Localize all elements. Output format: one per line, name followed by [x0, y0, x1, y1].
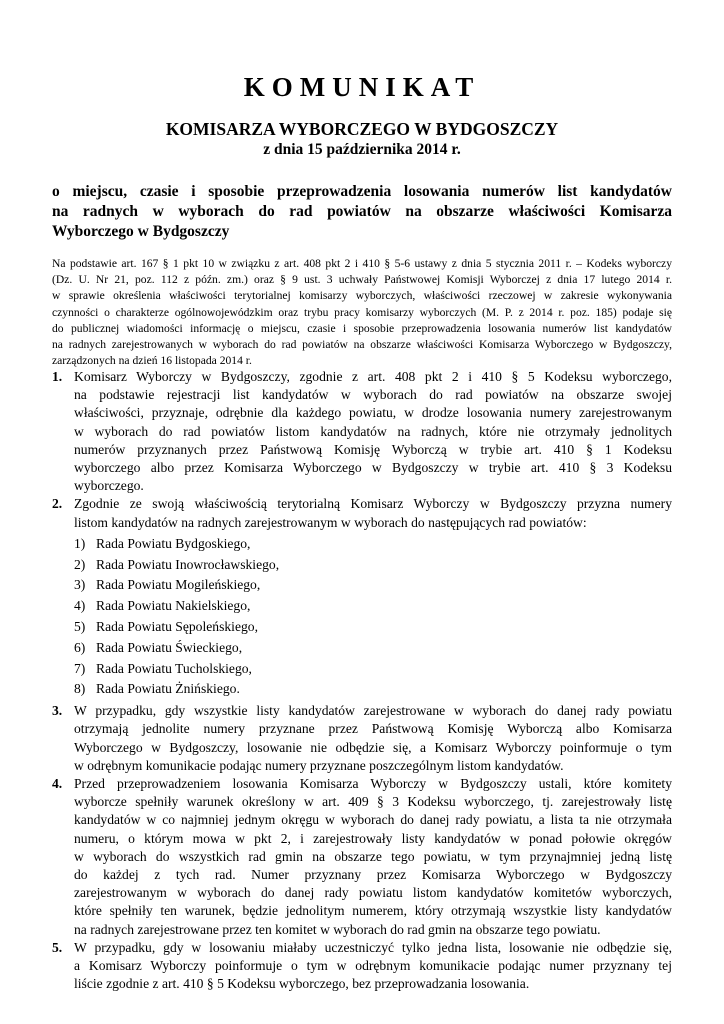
point-4 — [52, 775, 672, 939]
point-2 — [52, 495, 672, 700]
point-line: w odrębnym komunikacie podając numery przyznane poszczególnym listom kandydatów. — [74, 757, 564, 773]
point-number: 1. — [52, 369, 63, 384]
document-title: KOMUNIKAT — [243, 72, 481, 102]
list-item-number: 5) — [74, 619, 86, 635]
document-heading — [52, 182, 672, 242]
council-name: Rada Powiatu Bydgoskiego, — [96, 535, 251, 551]
legal-basis-paragraph — [52, 256, 672, 369]
point-number: 4. — [52, 776, 63, 792]
point-number: 5. — [52, 939, 63, 955]
point-line: numeru, o którym mowa w pkt 2, i zarejestrowały listy kandydatów w ponad połowie okręgów — [74, 830, 672, 846]
point-line: Zgodnie ze swoją właściwością terytorialną Komisarz Wyborczy w Bydgoszczy przyzna numery — [74, 496, 672, 512]
point-line: wyborczego albo przez Komisarza Wyborczego w Bydgoszczy w trybie art. 410 § 3 Kodeksu — [74, 460, 672, 476]
point-line: wyborczego. — [74, 478, 144, 494]
document-date: z dnia 15 października 2014 r. — [263, 141, 461, 158]
point-1 — [52, 368, 672, 495]
point-number: 3. — [52, 703, 63, 719]
list-item-number: 6) — [74, 639, 86, 655]
council-list — [74, 534, 672, 700]
point-line: wyborcze spełniły warunek określony w art. 409 § 3 Kodeksu wyborczego, tj. zarejestrowały listę — [74, 794, 672, 810]
point-line: w wyborach do rad powiatów listom kandydatów na radnych, które nie otrzymały jednolitych — [74, 423, 672, 439]
list-item-number: 2) — [74, 556, 86, 572]
council-list-item — [74, 534, 672, 555]
council-list-item — [74, 617, 672, 638]
council-name: Rada Powiatu Sępoleńskiego, — [96, 619, 258, 635]
point-line: zarejestrowanym w wyborach do danej rady powiatu listom kandydatów komitetów wyborczych, — [74, 885, 672, 901]
list-item-number: 3) — [74, 577, 86, 593]
council-name: Rada Powiatu Tucholskiego, — [96, 660, 252, 676]
point-line: Komisarz Wyborczy w Bydgoszczy, zgodnie z art. 408 pkt 2 i 410 § 5 Kodeksu wyborczego, — [74, 369, 672, 384]
list-item-number: 7) — [74, 660, 86, 676]
council-name: Rada Powiatu Nakielskiego, — [96, 598, 251, 614]
council-name: Rada Powiatu Mogileńskiego, — [96, 577, 261, 593]
point-line: otrzymają jednolite numery przyznane przez Państwową Komisję Wyborczą albo Komisarza — [74, 721, 672, 737]
document-subtitle: KOMISARZA WYBORCZEGO W BYDGOSZCZY — [165, 119, 559, 139]
point-5 — [52, 939, 672, 994]
point-line: Wyborczego w Bydgoszczy, losowanie nie odbędzie się, a Komisarz Wyborczy poinformuje o tym — [74, 739, 672, 755]
intro-line: na radnych zarejestrowanych w wyborach do rad powiatów na obszarze właściwości Komisarza Wyborczego w Bydgoszczy, — [52, 338, 672, 352]
intro-line: (Dz. U. Nr 21, poz. 112 z późn. zm.) oraz § 9 ust. 3 uchwały Państwowej Komisji Wyborczej z dnia 17 lutego 2014 r. — [52, 273, 672, 287]
council-list-item — [74, 659, 672, 680]
council-name: Rada Powiatu Świeckiego, — [96, 639, 243, 655]
point-line: na radnych zarejestrowane przez ten komitet w wyborach do rad gmin na obszarze tego powiatu. — [74, 921, 601, 937]
heading-line: o miejscu, czasie i sposobie przeprowadzenia losowania numerów list kandydatów — [52, 183, 672, 200]
heading-line: Wyborczego w Bydgoszczy — [52, 223, 230, 240]
point-line: na podstawie rejestracji list kandydatów w wyborach do rad powiatów na obszarze swojej — [74, 387, 672, 403]
intro-line: Na podstawie art. 167 § 1 pkt 10 w związku z art. 408 pkt 2 i 410 § 5-6 ustawy z dnia 5 stycznia 2011 r. – Kodeks wyborczy — [52, 257, 672, 270]
point-line: Przed przeprowadzeniem losowania Komisarza Wyborczy w Bydgoszczy ustali, które komitety — [74, 776, 672, 792]
point-line: które spełniły ten warunek, będzie jednolitym numerem, który otrzymają wszystkie listy kandydatów — [74, 903, 672, 919]
point-line: numerów przyznanych przez Państwową Komisję Wyborczą w trybie art. 410 § 1 Kodeksu — [74, 441, 672, 457]
list-item-number: 8) — [74, 681, 86, 697]
council-list-item — [74, 555, 672, 576]
intro-line: w sprawie określenia właściwości terytorialnej komisarzy wyborczych, właściwości rzeczowej w zakresie wykonywania — [52, 289, 672, 303]
point-3 — [52, 702, 672, 775]
council-list-item — [74, 638, 672, 659]
intro-line: zarządzonych na dzień 16 listopada 2014 r. — [52, 354, 252, 368]
council-name: Rada Powiatu Żnińskiego. — [96, 681, 240, 697]
point-line: właściwości, przyznaje, odrębnie dla każdego powiatu, w drodze losowania numery zarejestrowanym — [74, 405, 672, 421]
council-list-item — [74, 679, 672, 700]
intro-line: do publicznej wiadomości informację o miejscu, czasie i sposobie przeprowadzenia losowania numerów list kandydatów — [52, 321, 672, 335]
intro-line: czynności o charakterze ogólnowojewódzkim oraz trybu pracy komisarzy wyborczych (M. P. z 2014 r. poz. 185) podaje się — [52, 305, 672, 319]
point-number: 2. — [52, 496, 63, 512]
point-line: do każdej z tych rad. Numer przyznany przez Komisarza Wyborczego w Bydgoszczy — [74, 867, 672, 883]
list-item-number: 1) — [74, 535, 86, 551]
point-line: kandydatów w co najmniej jednym okręgu w wyborach do danej rady powiatu, a lista ta nie otrzymała — [74, 812, 672, 828]
point-line: liście zgodnie z art. 410 § 5 Kodeksu wyborczego, bez przeprowadzania losowania. — [74, 976, 530, 992]
council-name: Rada Powiatu Inowrocławskiego, — [96, 556, 280, 572]
point-line: w wyborach do wszystkich rad gmin na obszarze tego powiatu, w tym przynajmniej jedną listę — [74, 848, 672, 864]
council-list-item — [74, 575, 672, 596]
point-line: a Komisarz Wyborczy poinformuje o tym w odrębnym komunikacie podając numer przyznany tej — [74, 958, 672, 974]
list-item-number: 4) — [74, 598, 86, 614]
council-list-item — [74, 596, 672, 617]
heading-line: na radnych w wyborach do rad powiatów na obszarze właściwości Komisarza — [52, 203, 672, 220]
numbered-points — [52, 368, 672, 993]
point-line: W przypadku, gdy wszystkie listy kandydatów zarejestrowane w wyborach do danej rady powiatu — [74, 703, 672, 719]
point-line: W przypadku, gdy w losowaniu miałaby uczestniczyć tylko jedna lista, losowanie nie odbędzie się, — [74, 939, 672, 955]
point-line: listom kandydatów na radnych zarejestrowanym w wyborach do następujących rad powiatów: — [74, 514, 587, 530]
